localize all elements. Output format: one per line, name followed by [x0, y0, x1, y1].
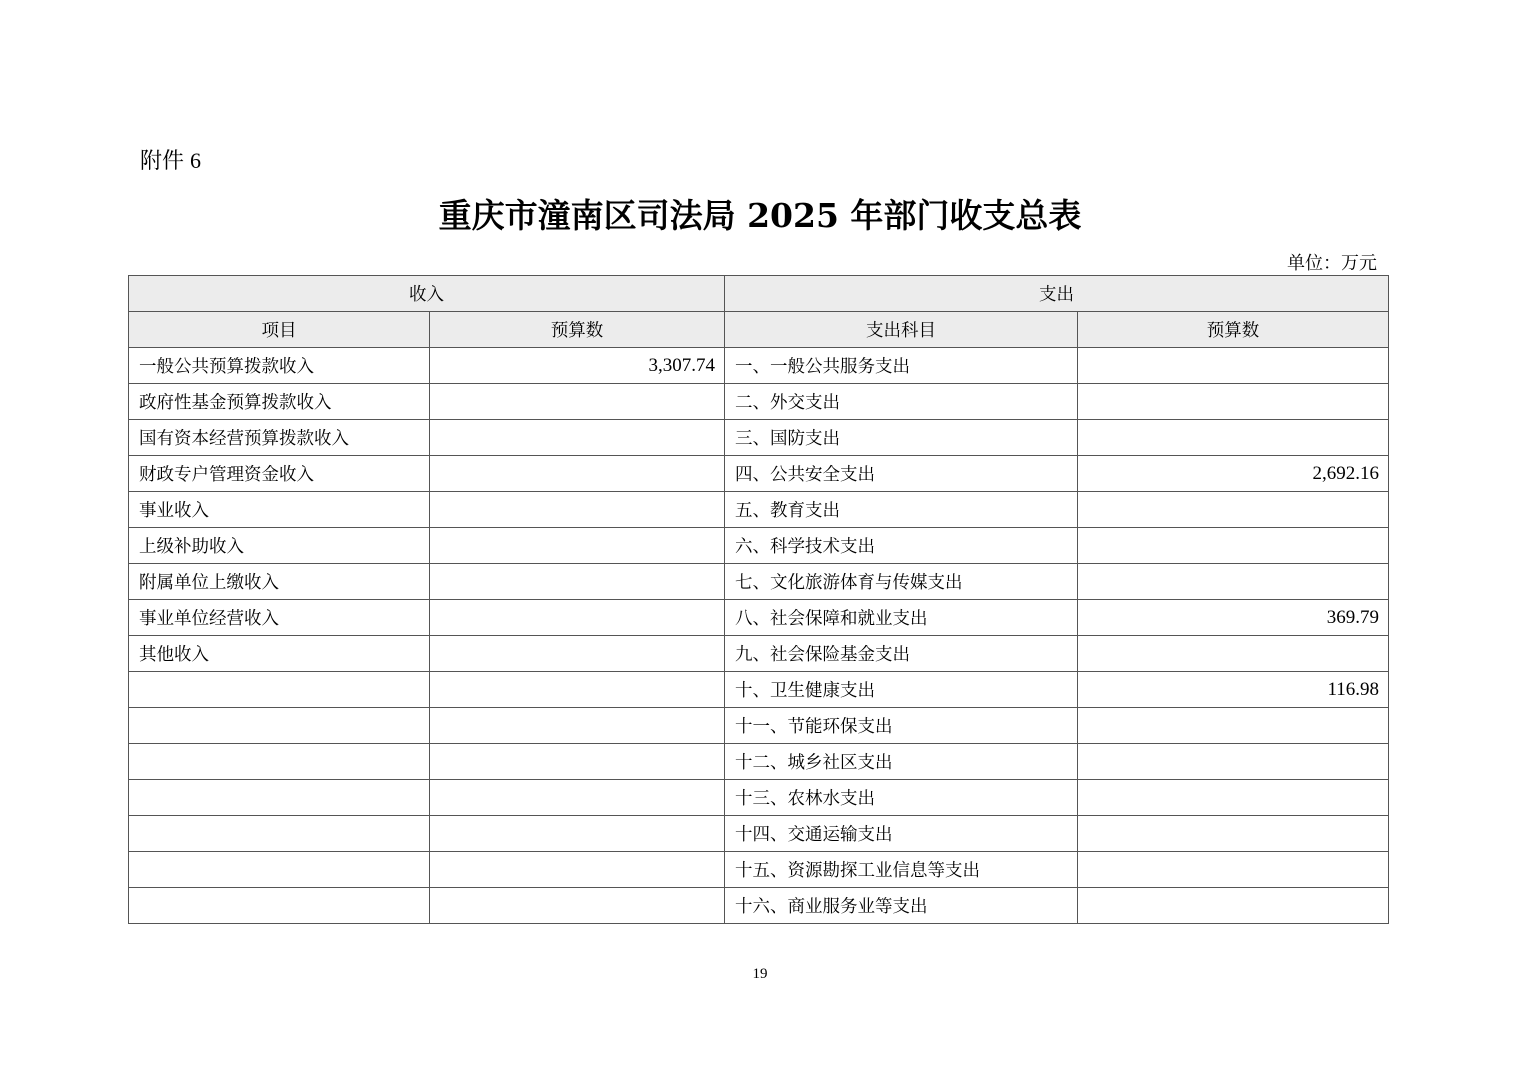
income-item-cell — [129, 888, 430, 924]
expense-item-cell: 八、社会保障和就业支出 — [725, 600, 1078, 636]
expense-item-cell: 九、社会保险基金支出 — [725, 636, 1078, 672]
income-budget-cell — [430, 528, 725, 564]
expense-budget-cell: 369.79 — [1078, 600, 1389, 636]
income-budget-cell — [430, 420, 725, 456]
expense-budget-cell — [1078, 780, 1389, 816]
expense-budget-cell — [1078, 816, 1389, 852]
page-title: 重庆市潼南区司法局 2025 年部门收支总表 — [438, 196, 1082, 235]
expense-item-cell: 十五、资源勘探工业信息等支出 — [725, 852, 1078, 888]
table-row — [129, 816, 1389, 852]
income-item-cell — [129, 852, 430, 888]
expense-item-cell: 四、公共安全支出 — [725, 456, 1078, 492]
table-row — [129, 528, 1389, 564]
income-item-cell — [129, 672, 430, 708]
expense-item-cell: 二、外交支出 — [725, 384, 1078, 420]
table-row — [129, 456, 1389, 492]
expense-budget-cell — [1078, 888, 1389, 924]
expense-budget-cell: 2,692.16 — [1078, 456, 1389, 492]
table-row — [129, 708, 1389, 744]
expense-item-cell: 十四、交通运输支出 — [725, 816, 1078, 852]
expense-item-cell: 十三、农林水支出 — [725, 780, 1078, 816]
expense-budget-cell — [1078, 348, 1389, 384]
column-header-row — [129, 312, 1389, 348]
budget-table — [128, 275, 1389, 924]
income-item-cell: 事业单位经营收入 — [129, 600, 430, 636]
table-row — [129, 672, 1389, 708]
expense-budget-cell — [1078, 852, 1389, 888]
table-row — [129, 348, 1389, 384]
income-budget-cell — [430, 564, 725, 600]
expense-item-cell: 三、国防支出 — [725, 420, 1078, 456]
table-row — [129, 492, 1389, 528]
income-budget-cell — [430, 672, 725, 708]
income-budget-cell — [430, 780, 725, 816]
income-item-cell: 一般公共预算拨款收入 — [129, 348, 430, 384]
expense-budget-cell — [1078, 420, 1389, 456]
expense-budget-cell — [1078, 528, 1389, 564]
table-row — [129, 852, 1389, 888]
expense-item-cell: 十一、节能环保支出 — [725, 708, 1078, 744]
table-row — [129, 600, 1389, 636]
attachment-number: 6 — [190, 148, 202, 173]
table-body — [129, 348, 1389, 924]
income-group-header: 收入 — [129, 276, 725, 312]
expense-budget-cell — [1078, 636, 1389, 672]
income-item-cell — [129, 708, 430, 744]
income-item-cell — [129, 744, 430, 780]
table-row — [129, 744, 1389, 780]
income-budget-cell — [430, 816, 725, 852]
expense-item-cell: 六、科学技术支出 — [725, 528, 1078, 564]
income-budget-header: 预算数 — [430, 312, 725, 348]
expense-item-header: 支出科目 — [725, 312, 1078, 348]
table-row — [129, 780, 1389, 816]
income-budget-cell — [430, 384, 725, 420]
income-budget-cell — [430, 600, 725, 636]
income-budget-cell — [430, 852, 725, 888]
page-number: 19 — [752, 966, 768, 982]
income-item-cell — [129, 780, 430, 816]
income-budget-cell — [430, 708, 725, 744]
expense-item-cell: 五、教育支出 — [725, 492, 1078, 528]
expense-item-cell: 七、文化旅游体育与传媒支出 — [725, 564, 1078, 600]
table-row — [129, 384, 1389, 420]
expense-group-header: 支出 — [725, 276, 1389, 312]
expense-budget-cell — [1078, 708, 1389, 744]
table-row — [129, 636, 1389, 672]
expense-budget-cell: 116.98 — [1078, 672, 1389, 708]
income-item-header: 项目 — [129, 312, 430, 348]
expense-budget-cell — [1078, 564, 1389, 600]
attachment-text: 附件 — [140, 149, 185, 174]
income-item-cell: 上级补助收入 — [129, 528, 430, 564]
income-item-cell: 其他收入 — [129, 636, 430, 672]
table-row — [129, 420, 1389, 456]
expense-item-cell: 十二、城乡社区支出 — [725, 744, 1078, 780]
income-item-cell: 事业收入 — [129, 492, 430, 528]
income-item-cell — [129, 816, 430, 852]
expense-budget-cell — [1078, 744, 1389, 780]
income-budget-cell — [430, 888, 725, 924]
group-header-row — [129, 276, 1389, 312]
income-item-cell: 财政专户管理资金收入 — [129, 456, 430, 492]
income-item-cell: 国有资本经营预算拨款收入 — [129, 420, 430, 456]
income-item-cell: 政府性基金预算拨款收入 — [129, 384, 430, 420]
table-row — [129, 888, 1389, 924]
income-item-cell: 附属单位上缴收入 — [129, 564, 430, 600]
expense-item-cell: 十、卫生健康支出 — [725, 672, 1078, 708]
expense-item-cell: 一、一般公共服务支出 — [725, 348, 1078, 384]
income-budget-cell: 3,307.74 — [430, 348, 725, 384]
income-budget-cell — [430, 744, 725, 780]
expense-budget-header: 预算数 — [1078, 312, 1389, 348]
unit-label: 单位：万元 — [1287, 253, 1377, 274]
expense-budget-cell — [1078, 492, 1389, 528]
income-budget-cell — [430, 636, 725, 672]
expense-item-cell: 十六、商业服务业等支出 — [725, 888, 1078, 924]
income-budget-cell — [430, 456, 725, 492]
expense-budget-cell — [1078, 384, 1389, 420]
income-budget-cell — [430, 492, 725, 528]
table-row — [129, 564, 1389, 600]
attachment-label — [140, 144, 201, 175]
